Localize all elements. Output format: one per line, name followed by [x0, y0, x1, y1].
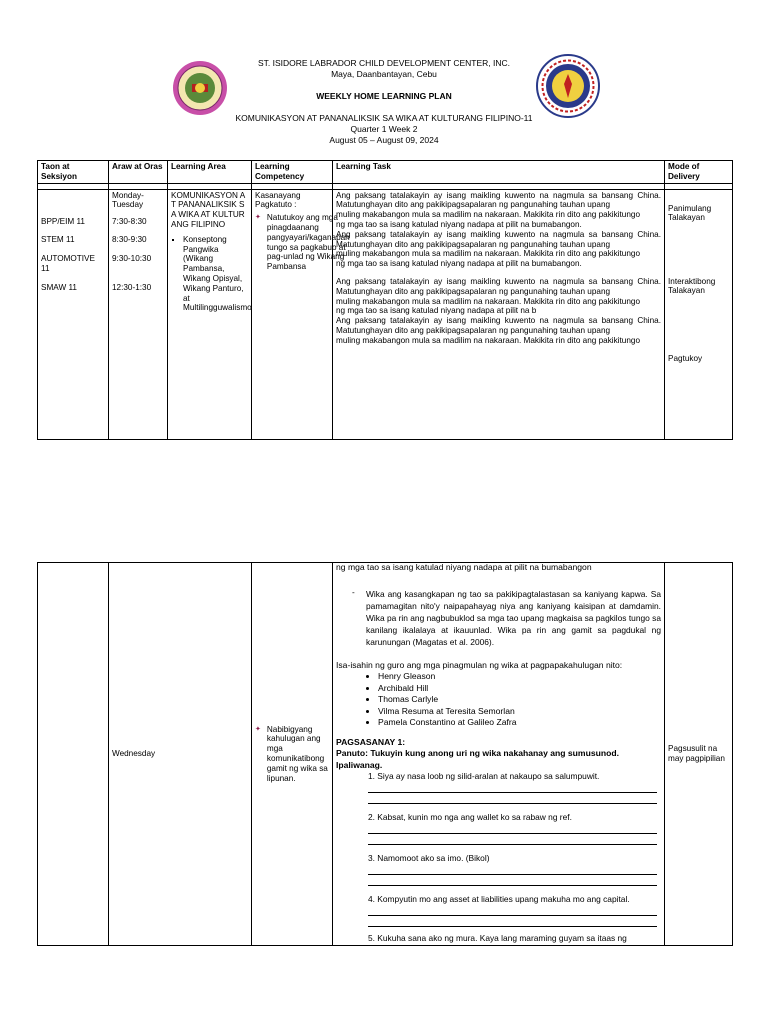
- time-item: 12:30-1:30: [112, 282, 152, 292]
- time-item: 9:30-10:30: [112, 254, 152, 264]
- header-learning-task: Learning Task: [333, 161, 665, 184]
- task-paragraph: Ang paksang tatalakayin ay isang maikling kuwento na nagmula sa bansang China. Matutunghayan dito ang pakikipagsapalaran ng pangunahing tauhan upang: [336, 276, 661, 296]
- section-item: STEM 11: [41, 235, 75, 245]
- day-cell: [109, 563, 252, 946]
- exercise-item: 4. Kompyutin mo ang asset at liabilities upang makuha mo ang capital.: [368, 894, 630, 904]
- answer-line[interactable]: [368, 786, 657, 793]
- task-paragraph: ng mga tao sa isang katulad niyang nadapa at pilit na bumabangon.: [336, 219, 582, 229]
- definition-paragraph: Wika ang kasangkapan ng tao sa pakikipagtalastasan sa kaniyang kapwa. Sa pamamagitan nito'y naipapahayag niya ang kaniyang kaisipan at damdamin. Wika pa rin ang nagbubuklod sa mga tao upang magkaisa sa pagkilos tungo sa kanilang ikalalaya at ikauunlad. Wika pa rin ang gamit sa pagdukal ng karunungan (Magatas et al. 2006).: [366, 588, 661, 647]
- table-row: [38, 189, 733, 439]
- exercise-item: 2. Kabsat, kunin mo nga ang wallet ko sa rabaw ng ref.: [368, 812, 572, 822]
- date-range: August 05 – August 09, 2024: [329, 135, 439, 145]
- weekly-plan-table-2: [37, 562, 733, 946]
- exercise-title: PAGSASANAY 1:: [336, 736, 406, 747]
- competency-title: Kasanayang Pagkatuto :: [255, 190, 301, 210]
- time-item: 8:30-9:30: [112, 235, 147, 245]
- answer-line[interactable]: [368, 827, 657, 834]
- answer-line[interactable]: [368, 868, 657, 875]
- task-paragraph: muling makabangon mula sa madilim na nakaraan. Makikita rin dito ang pakikitungo: [336, 249, 641, 259]
- learning-task-cell: [333, 189, 665, 439]
- school-name: ST. ISIDORE LABRADOR CHILD DEVELOPMENT CENTER, INC.: [257, 58, 511, 68]
- competency-cell: [252, 563, 333, 946]
- day-label: Wednesday: [112, 749, 156, 759]
- topic-item: ▪ Konseptong Pangwika (Wikang Pambansa, Wikang Opisyal, Wikang Panturo, at Multilingguwalismo: [183, 235, 248, 313]
- task-paragraph: muling makabangon mula sa madilim na nakaraan. Makikita rin dito ang pakikitungo: [336, 335, 641, 345]
- instruction-text: Isa-isahin ng guro ang mga pinagmulan ng wika at pagpapakahulugan nito:: [336, 659, 623, 670]
- answer-line[interactable]: [368, 909, 657, 916]
- answer-line[interactable]: [368, 838, 657, 845]
- section-item: SMAW 11: [41, 282, 77, 292]
- table-header-row: [38, 161, 733, 184]
- task-paragraph: muling makabangon mula sa madilim na nakaraan. Makikita rin dito ang pakikitungo: [336, 296, 641, 306]
- header-learning-area: Learning Area: [168, 161, 252, 184]
- exercise-item: 1. Siya ay nasa loob ng silid-aralan at nakaupo sa salumpuwit.: [368, 771, 600, 781]
- sections-cell: [38, 563, 109, 946]
- table-row: [38, 563, 733, 946]
- list-item: • Henry Gleason: [378, 671, 661, 683]
- weekly-plan-table-1: [37, 160, 733, 440]
- list-item: • Archibald Hill: [378, 683, 661, 695]
- competency-text: Nabibigyang kahulugan ang mga komunikatibong gamit ng wika sa lipunan.: [266, 724, 328, 783]
- exercise-item: 5. Kukuha sana ako ng mura. Kaya lang maraming guyam sa itaas ng: [368, 933, 627, 943]
- exercise-instruction: Panuto: Tukuyin kung anong uri ng wika nakahanay ang sumusunod. Ipaliwanag.: [336, 748, 619, 770]
- task-paragraph: muling makabangon mula sa madilim na nakaraan. Makikita rin dito ang pakikitungo: [336, 210, 641, 220]
- diamond-bullet-icon: ✦: [255, 214, 261, 222]
- mode-item: Pagsusulit na may pagpipilian: [668, 744, 725, 763]
- quarter-week: Quarter 1 Week 2: [350, 124, 418, 134]
- list-item: • Thomas Carlyle: [378, 694, 661, 706]
- header-mode: Mode of Delivery: [665, 161, 733, 184]
- dash-marker: -: [352, 587, 355, 597]
- answer-line[interactable]: [368, 879, 657, 886]
- task-paragraph: ng mga tao sa isang katulad niyang nadapa at pilit na bumabangon.: [336, 259, 582, 269]
- learning-task-cell: [333, 563, 665, 946]
- header-taon: Taon at Seksiyon: [38, 161, 109, 184]
- mode-cell: [665, 189, 733, 439]
- learning-area-cell: [168, 189, 252, 439]
- answer-line[interactable]: [368, 797, 657, 804]
- list-item: • Vilma Resuma at Teresita Semorlan: [378, 706, 661, 718]
- mode-item: Panimulang Talakayan: [668, 203, 712, 223]
- school-address: Maya, Daanbantayan, Cebu: [331, 69, 437, 79]
- task-paragraph: ng mga tao sa isang katulad niyang nadapa at pilit na b: [336, 306, 537, 316]
- section-item: BPP/EIM 11: [41, 216, 85, 226]
- mode-item: Interaktibong Talakayan: [668, 276, 716, 296]
- time-item: 7:30-8:30: [112, 216, 147, 226]
- diamond-bullet-icon: ✦: [255, 725, 261, 733]
- competency-text: Natutukoy ang mga pinagdaanang pangyayari/kaganapan tungo sa pagkabuo at pag-unlad ng Wikang Pambansa: [266, 213, 350, 272]
- header-araw: Araw at Oras: [109, 161, 168, 184]
- mode-item: Pagtukoy: [668, 353, 703, 363]
- plan-title: WEEKLY HOME LEARNING PLAN: [316, 91, 452, 101]
- task-paragraph: ng mga tao sa isang katulad niyang nadapa at pilit na bumabangon: [336, 562, 592, 572]
- sections-cell: [38, 189, 109, 439]
- answer-line[interactable]: [368, 920, 657, 927]
- task-paragraph: Ang paksang tatalakayin ay isang maikling kuwento na nagmula sa bansang China. Matutunghayan dito ang pakikipagsapalaran ng pangunahing tauhan upang: [336, 229, 661, 249]
- day-label: Monday-Tuesday: [112, 190, 144, 210]
- times-cell: [109, 189, 168, 439]
- section-item: AUTOMOTIVE 11: [41, 254, 95, 273]
- task-paragraph: Ang paksang tatalakayin ay isang maikling kuwento na nagmula sa bansang China. Matutunghayan dito ang pakikipagsapalaran ng pangunahing tauhan upang: [336, 316, 661, 335]
- mode-cell: [665, 563, 733, 946]
- header-learning-competency: Learning Competency: [252, 161, 333, 184]
- task-paragraph: Ang paksang tatalakayin ay isang maikling kuwento na nagmula sa bansang China. Matutunghayan dito ang pakikipagsapalaran ng pangunahing tauhan upang: [336, 190, 661, 210]
- subject-title: KOMUNIKASYON AT PANANALIKSIK SA WIKA AT KULTURANG FILIPINO-11: [235, 113, 533, 123]
- list-item: • Pamela Constantino at Galileo Zafra: [378, 717, 661, 729]
- exercise-item: 3. Namomoot ako sa imo. (Bikol): [368, 853, 490, 863]
- competency-cell: [252, 189, 350, 439]
- learning-area-text: KOMUNIKASYON AT PANANALIKSIK SA WIKA AT KULTURANG FILIPINO: [171, 190, 246, 229]
